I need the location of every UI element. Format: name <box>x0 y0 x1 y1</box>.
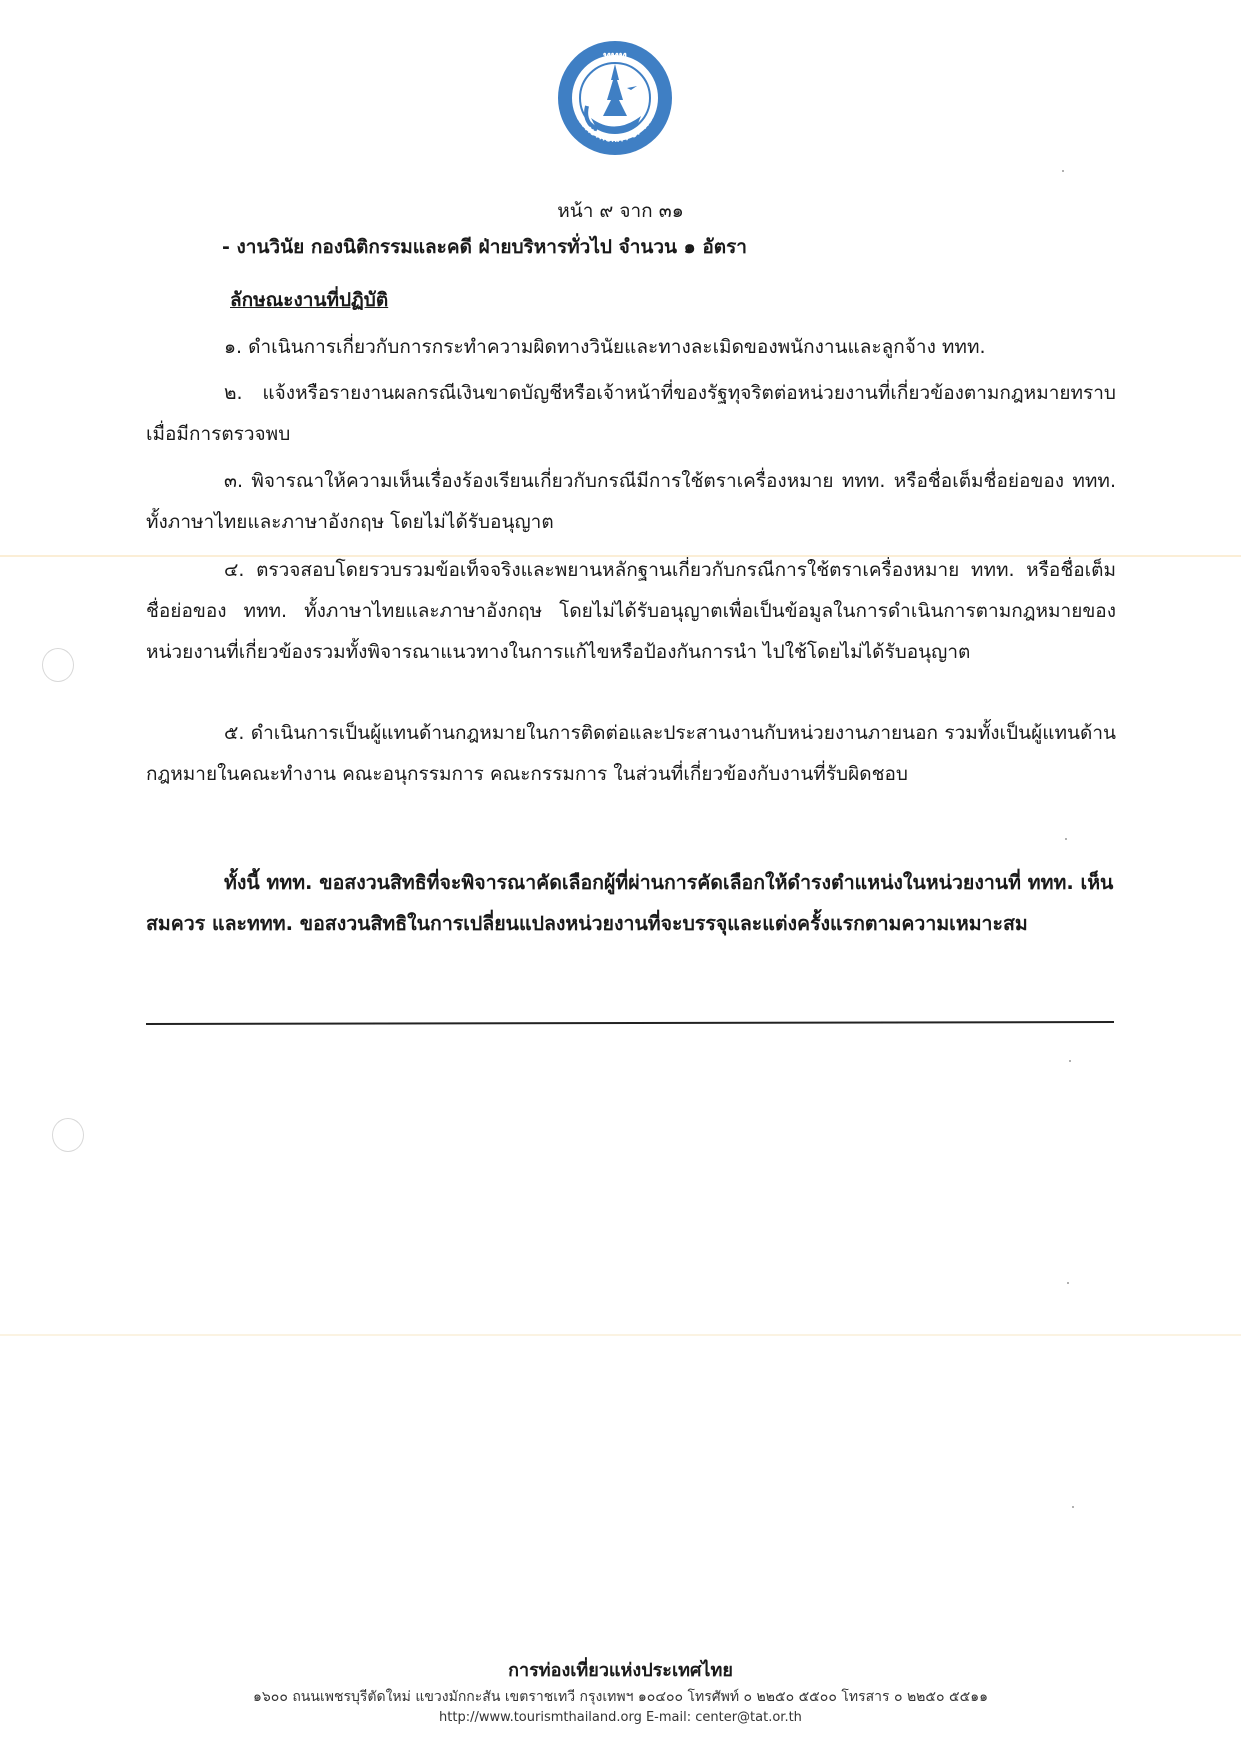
position-heading: - งานวินัย กองนิติกรรมและคดี ฝ่ายบริหารทั่วไป จำนวน ๑ อัตรา <box>222 236 747 258</box>
reservation-note <box>146 862 1116 944</box>
duty-item-3 <box>146 461 1116 543</box>
scan-speck <box>1072 1506 1074 1508</box>
duty-item-text: ๓. พิจารณาให้ความเห็นเรื่องร้องเรียนเกี่ยวกับกรณีมีการใช้ตราเครื่องหมาย ททท. หรือชื่อเต็มชื่อย่อของ ททท. ทั้งภาษาไทยและภาษาอังกฤษ โดยไม่ได้รับอนุญาต <box>146 470 1116 533</box>
punch-hole <box>42 648 74 682</box>
footer-organization: การท่องเที่ยวแห่งประเทศไทย <box>508 1660 733 1681</box>
logo-top-text: ททท <box>603 49 627 63</box>
tat-logo <box>557 40 673 156</box>
duty-item-4 <box>146 550 1116 673</box>
divider-rule <box>146 1021 1114 1025</box>
duty-item-1 <box>146 327 1116 368</box>
duty-item-2 <box>146 373 1116 455</box>
duty-item-text: ๒. แจ้งหรือรายงานผลกรณีเงินขาดบัญชีหรือเจ้าหน้าที่ของรัฐทุจริตต่อหน่วยงานที่เกี่ยวข้องตามกฎหมายทราบเมื่อมีการตรวจพบ <box>146 382 1116 445</box>
scan-speck <box>1069 1060 1071 1062</box>
scan-speck <box>1062 170 1064 172</box>
page-number: หน้า ๙ จาก ๓๑ <box>557 200 684 222</box>
duty-item-text: ๑. ดำเนินการเกี่ยวกับการกระทำความผิดทางวินัยและทางละเมิดของพนักงานและลูกจ้าง ททท. <box>224 336 986 358</box>
duty-item-text: ๔. ตรวจสอบโดยรวบรวมข้อเท็จจริงและพยานหลักฐานเกี่ยวกับกรณีการใช้ตราเครื่องหมาย ททท. หรือชื่อเต็ม ชื่อย่อของ ททท. ทั้งภาษาไทยและภาษาอังกฤษ โดยไม่ได้รับอนุญาตเพื่อเป็นข้อมูลในการดำเนินการตามกฎหมายของหน่วยงานที่เกี่ยวข้องรวมทั้งพิจารณาแนวทางในการแก้ไขหรือป้องกันการนำ ไปใช้โดยไม่ได้รับอนุญาต <box>146 559 1116 663</box>
duty-item-5 <box>146 713 1116 795</box>
duty-item-text: ๕. ดำเนินการเป็นผู้แทนด้านกฎหมายในการติดต่อและประสานงานกับหน่วยงานภายนอก รวมทั้งเป็นผู้แทนด้านกฎหมายในคณะทำงาน คณะอนุกรรมการ คณะกรรมการ ในส่วนที่เกี่ยวข้องกับงานที่รับผิดชอบ <box>146 722 1116 785</box>
footer-address: ๑๖๐๐ ถนนเพชรบุรีตัดใหม่ แขวงมักกะสัน เขตราชเทวี กรุงเทพฯ ๑๐๔๐๐ โทรศัพท์ ๐ ๒๒๕๐ ๕๕๐๐ โทรสาร ๐ ๒๒๕๐ ๕๕๑๑ <box>253 1689 988 1705</box>
duties-title: ลักษณะงานที่ปฏิบัติ <box>230 289 389 311</box>
punch-hole <box>52 1118 84 1152</box>
reservation-note-text: ทั้งนี้ ททท. ขอสงวนสิทธิที่จะพิจารณาคัดเลือกผู้ที่ผ่านการคัดเลือกให้ดำรงตำแหน่งในหน่วยงานที่ ททท. เห็นสมควร และททท. ขอสงวนสิทธิในการเปลี่ยนแปลงหน่วยงานที่จะบรรจุและแต่งครั้งแรกตามความเหมาะสม <box>146 871 1114 935</box>
scan-speck <box>1067 1282 1069 1284</box>
logo-text: URISM AUTHORITY OF THAILAN <box>570 96 660 145</box>
fold-line <box>0 1334 1241 1336</box>
footer-contact: http://www.tourismthailand.org E-mail: center@tat.or.th <box>439 1710 802 1725</box>
scan-speck <box>1065 838 1067 840</box>
fold-line <box>0 555 1241 557</box>
